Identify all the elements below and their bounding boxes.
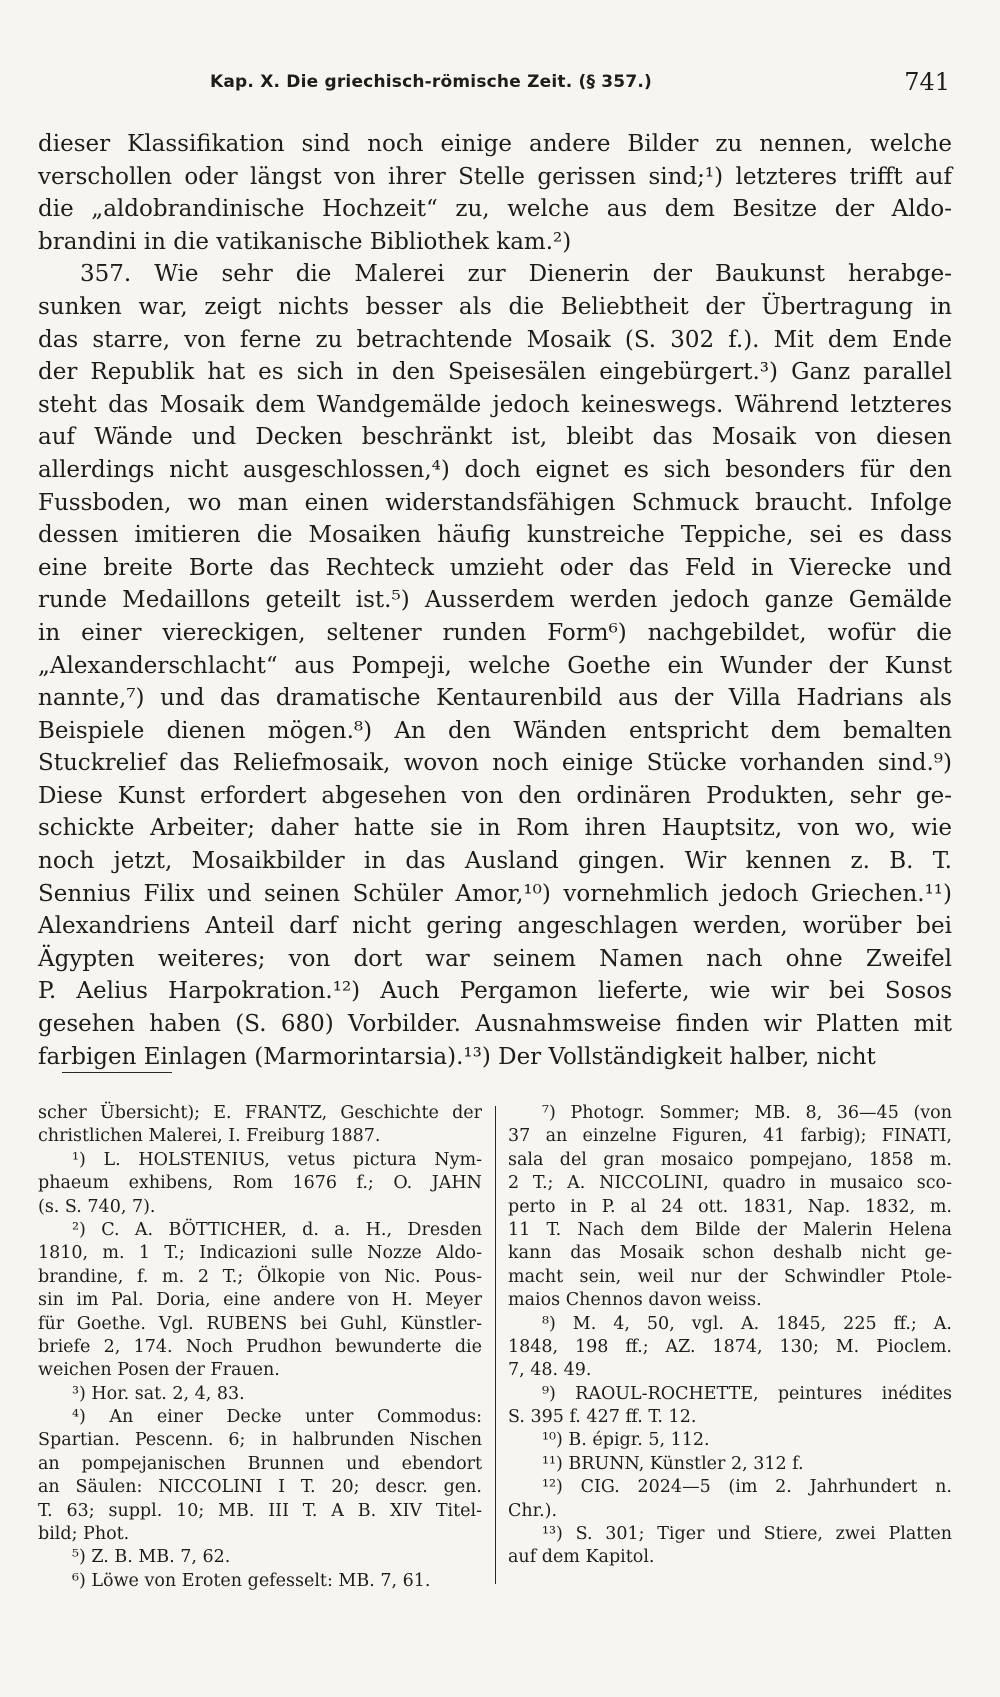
footnote-line: ⁶) Löwe von Eroten gefesselt: MB. 7, 61.: [72, 1570, 431, 1591]
footnote-line: bild; Phot.: [38, 1524, 130, 1545]
footnote-line: 11 T. Nach dem Bilde der Malerin Helena: [508, 1219, 952, 1240]
footnote-line: perto in P. al 24 ott. 1831, Nap. 1832, m.: [508, 1196, 952, 1217]
page-number: 741: [904, 68, 950, 96]
footnote-line: 2 T.; A. NICCOLINI, quadro in musaico sco-: [508, 1173, 952, 1194]
footnote-line: briefe 2, 174. Noch Prudhon bewunderte die: [38, 1336, 482, 1357]
footnote-line: scher Übersicht); E. FRANTZ, Geschichte der: [38, 1103, 482, 1123]
text-line: runde Medaillons geteilt ist.⁵) Ausserdem werden jedoch ganze Gemälde: [38, 587, 952, 614]
text-line: sunken war, zeigt nichts besser als die Beliebtheit der Übertragung in: [38, 293, 952, 320]
footnote-line: Chr.).: [508, 1500, 558, 1521]
text-line: auf Wände und Decken beschränkt ist, bleibt das Mosaik von diesen: [38, 424, 952, 451]
text-line: verschollen oder längst von ihrer Stelle gerissen sind;¹) letzteres trifft auf: [38, 163, 952, 190]
footnote-line: sin im Pal. Doria, eine andere von H. Meyer: [38, 1290, 482, 1311]
footnote-line: sala del gran mosaico pompejano, 1858 m.: [508, 1149, 952, 1170]
footnote-line: brandine, f. m. 2 T.; Ölkopie von Nic. Pous-: [38, 1266, 482, 1287]
text-line: das starre, von ferne zu betrachtende Mosaik (S. 302 f.). Mit dem Ende: [38, 326, 952, 353]
footnote-line: 37 an einzelne Figuren, 41 farbig); FINATI,: [508, 1126, 952, 1147]
footnote-line: ¹⁰) B. épigr. 5, 112.: [542, 1430, 710, 1451]
text-line: Beispiele dienen mögen.⁸) An den Wänden entspricht dem bemalten: [38, 717, 952, 744]
footnote-line: ¹) L. HOLSTENIUS, vetus pictura Nym-: [72, 1149, 482, 1170]
footnote-column-divider: [495, 1106, 496, 1584]
footnote-line: 1848, 198 ff.; AZ. 1874, 130; M. Pioclem.: [508, 1336, 952, 1357]
main-text-body: [38, 128, 952, 1073]
footnote-line: ⁹) RAOUL-ROCHETTE, peintures inédites: [542, 1383, 952, 1404]
footnote-line: (s. S. 740, 7).: [38, 1196, 156, 1217]
footnote-line: S. 395 f. 427 ff. T. 12.: [508, 1407, 697, 1428]
page-header: [210, 68, 950, 102]
text-line: Sennius Filix und seinen Schüler Amor,¹⁰) vornehmlich jedoch Griechen.¹¹): [38, 880, 952, 907]
text-line: der Republik hat es sich in den Speisesälen eingebürgert.³) Ganz parallel: [38, 359, 952, 386]
text-line: Alexandriens Anteil darf nicht gering angeschlagen werden, worüber bei: [38, 913, 952, 940]
text-line: P. Aelius Harpokration.¹²) Auch Pergamon lieferte, wie wir bei Sosos: [38, 978, 952, 1005]
footnote-line: T. 63; suppl. 10; MB. III T. A B. XIV Titel-: [38, 1500, 482, 1521]
footnotes-right-column: [508, 1102, 952, 1570]
footnote-line: 1810, m. 1 T.; Indicazioni sulle Nozze Aldo-: [38, 1243, 482, 1264]
text-line: nannte,⁷) und das dramatische Kentaurenbild aus der Villa Hadrians als: [38, 685, 952, 712]
footnotes-left-column: [38, 1102, 482, 1593]
text-line: Ägypten weiteres; von dort war seinem Namen nach ohne Zweifel: [38, 945, 952, 972]
text-line: eine breite Borte das Rechteck umzieht oder das Feld in Vierecke und: [38, 554, 952, 581]
footnote-line: ⁵) Z. B. MB. 7, 62.: [72, 1547, 231, 1568]
footnote-separator-rule: [62, 1072, 172, 1073]
text-line: gesehen haben (S. 680) Vorbilder. Ausnahmsweise finden wir Platten mit: [38, 1011, 952, 1038]
text-line: Stuckrelief das Reliefmosaik, wovon noch einige Stücke vorhanden sind.⁹): [38, 750, 952, 777]
text-line: die „aldobrandinische Hochzeit“ zu, welche aus dem Besitze der Aldo-: [38, 196, 952, 223]
text-line: noch jetzt, Mosaikbilder in das Ausland gingen. Wir kennen z. B. T.: [38, 848, 952, 875]
text-line: dessen imitieren die Mosaiken häufig kunstreiche Teppiche, sei es dass: [38, 522, 952, 549]
footnote-line: 7, 48. 49.: [508, 1360, 592, 1381]
text-line: allerdings nicht ausgeschlossen,⁴) doch eignet es sich besonders für den: [38, 456, 952, 483]
footnote-line: Spartian. Pescenn. 6; in halbrunden Nischen: [38, 1430, 482, 1451]
footnote-line: an pompejanischen Brunnen und ebendort: [38, 1453, 482, 1474]
running-head: Kap. X. Die griechisch-römische Zeit. (§ 357.): [210, 72, 652, 92]
text-line: steht das Mosaik dem Wandgemälde jedoch keineswegs. Während letzteres: [38, 391, 952, 418]
footnote-line: ¹³) S. 301; Tiger und Stiere, zwei Platten: [542, 1524, 952, 1545]
footnote-line: weichen Posen der Frauen.: [38, 1360, 280, 1381]
text-line: farbigen Einlagen (Marmorintarsia).¹³) Der Vollständigkeit halber, nicht: [38, 1043, 876, 1070]
footnote-line: auf dem Kapitol.: [508, 1547, 655, 1568]
footnote-line: für Goethe. Vgl. RUBENS bei Guhl, Künstler-: [38, 1313, 482, 1334]
footnote-line: ¹²) CIG. 2024—5 (im 2. Jahrhundert n.: [542, 1477, 952, 1498]
footnote-line: ⁷) Photogr. Sommer; MB. 8, 36—45 (von: [542, 1103, 952, 1123]
text-line: brandini in die vatikanische Bibliothek kam.²): [38, 228, 572, 255]
text-line: 357. Wie sehr die Malerei zur Dienerin der Baukunst herabge-: [80, 261, 952, 288]
footnote-line: an Säulen: NICCOLINI I T. 20; descr. gen.: [38, 1477, 482, 1498]
text-line: schickte Arbeiter; daher hatte sie in Rom ihren Hauptsitz, von wo, wie: [38, 815, 952, 842]
text-line: „Alexanderschlacht“ aus Pompeji, welche Goethe ein Wunder der Kunst: [38, 652, 952, 679]
text-line: dieser Klassifikation sind noch einige andere Bilder zu nennen, welche: [38, 131, 952, 157]
footnote-line: ³) Hor. sat. 2, 4, 83.: [72, 1383, 245, 1404]
footnote-line: kann das Mosaik schon deshalb nicht ge-: [508, 1243, 952, 1264]
footnote-line: macht sein, weil nur der Schwindler Ptole-: [508, 1266, 952, 1287]
footnote-line: maios Chennos davon weiss.: [508, 1290, 762, 1311]
text-line: Fussboden, wo man einen widerstandsfähigen Schmuck braucht. Infolge: [38, 489, 952, 516]
footnote-line: ⁴) An einer Decke unter Commodus:: [72, 1407, 482, 1428]
footnote-line: ¹¹) BRUNN, Künstler 2, 312 f.: [542, 1453, 804, 1474]
footnote-line: christlichen Malerei, I. Freiburg 1887.: [38, 1126, 381, 1147]
text-line: in einer viereckigen, seltener runden Form⁶) nachgebildet, wofür die: [38, 619, 952, 646]
footnote-line: ⁸) M. 4, 50, vgl. A. 1845, 225 ff.; A.: [542, 1313, 952, 1334]
footnote-line: phaeum exhibens, Rom 1676 f.; O. JAHN: [38, 1173, 482, 1194]
text-line: Diese Kunst erfordert abgesehen von den ordinären Produkten, sehr ge-: [38, 782, 952, 809]
footnote-line: ²) C. A. BÖTTICHER, d. a. H., Dresden: [72, 1219, 482, 1240]
